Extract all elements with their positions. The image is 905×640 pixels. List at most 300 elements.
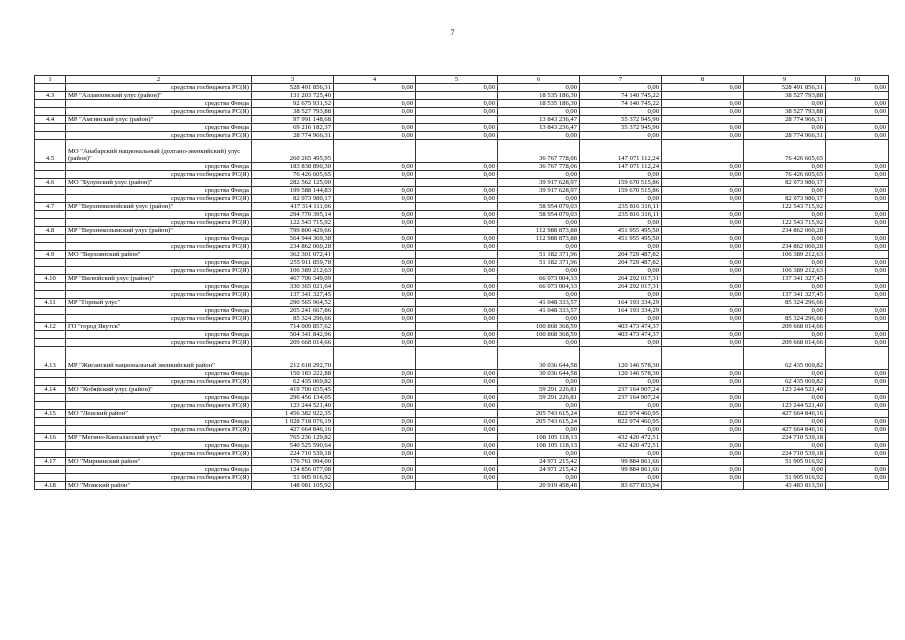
value-cell: 528 491 856,31	[744, 84, 826, 92]
row-number	[35, 211, 66, 219]
value-cell: 0,00	[416, 418, 498, 426]
value-cell	[826, 482, 889, 490]
value-cell: 0,00	[662, 84, 744, 92]
value-cell	[416, 323, 498, 331]
value-cell: 0,00	[334, 187, 416, 195]
value-cell: 100 868 368,59	[498, 323, 580, 331]
value-cell: 0,00	[826, 378, 889, 386]
row-number	[35, 402, 66, 410]
value-cell: 427 664 846,16	[744, 410, 826, 418]
value-cell: 0,00	[662, 219, 744, 227]
value-cell: 51 182 371,96	[498, 251, 580, 259]
value-cell: 76 426 605,65	[252, 171, 334, 179]
value-cell: 0,00	[826, 187, 889, 195]
value-cell: 0,00	[662, 124, 744, 132]
municipality-row	[35, 203, 889, 211]
value-cell: 0,00	[826, 211, 889, 219]
value-cell: 432 420 472,51	[580, 434, 662, 442]
value-cell: 0,00	[662, 331, 744, 339]
municipality-row	[35, 434, 889, 442]
value-cell: 209 668 014,66	[744, 323, 826, 331]
value-cell: 0,00	[826, 100, 889, 108]
funding-source-row	[35, 418, 889, 426]
row-number	[35, 426, 66, 434]
value-cell: 0,00	[662, 426, 744, 434]
value-cell: 0,00	[826, 163, 889, 171]
header-cell: 8	[662, 76, 744, 84]
value-cell: 0,00	[416, 370, 498, 378]
value-cell: 0,00	[662, 474, 744, 482]
value-cell: 0,00	[580, 195, 662, 203]
value-cell: 0,00	[580, 378, 662, 386]
value-cell: 0,00	[498, 108, 580, 116]
value-cell: 39 917 628,97	[498, 179, 580, 187]
row-name: МР "Мегино-Кангаласский улус"	[66, 434, 252, 442]
funding-source-row	[35, 211, 889, 219]
value-cell: 124 856 077,08	[252, 466, 334, 474]
funding-source-row	[35, 187, 889, 195]
value-cell: 0,00	[416, 267, 498, 275]
row-name: МР "Жиганский национальный эвенкийский район"	[66, 347, 252, 370]
value-cell: 0,00	[826, 474, 889, 482]
value-cell: 13 843 236,47	[498, 116, 580, 124]
row-number: 4.10	[35, 275, 66, 283]
value-cell	[334, 116, 416, 124]
value-cell	[662, 410, 744, 418]
value-cell: 0,00	[334, 219, 416, 227]
municipality-row	[35, 347, 889, 370]
value-cell: 0,00	[826, 84, 889, 92]
row-name: средства госбюджета РС(Я)	[66, 132, 252, 140]
value-cell: 59 291 226,81	[498, 386, 580, 394]
row-number	[35, 418, 66, 426]
value-cell	[826, 386, 889, 394]
value-cell: 0,00	[744, 211, 826, 219]
value-cell: 0,00	[334, 108, 416, 116]
value-cell: 28 774 966,31	[744, 116, 826, 124]
value-cell	[416, 275, 498, 283]
value-cell	[662, 482, 744, 490]
funding-source-row	[35, 339, 889, 347]
value-cell: 0,00	[498, 243, 580, 251]
value-cell: 122 543 715,92	[252, 219, 334, 227]
row-name: средства Фонда	[66, 235, 252, 243]
value-cell: 237 164 907,24	[580, 386, 662, 394]
value-cell	[334, 203, 416, 211]
row-name: МР "Вилюйский улус (район)"	[66, 275, 252, 283]
value-cell: 74 140 745,22	[580, 100, 662, 108]
row-name: МР "Верхнеколымский улус (район)"	[66, 227, 252, 235]
value-cell	[334, 458, 416, 466]
value-cell: 235 816 316,11	[580, 203, 662, 211]
row-name: средства Фонда	[66, 163, 252, 171]
row-name: МО "Анабарский национальный (долгано-эвенкийский) улус (район)"	[66, 140, 252, 163]
value-cell: 0,00	[744, 307, 826, 315]
row-number: 4.15	[35, 410, 66, 418]
value-cell: 0,00	[416, 339, 498, 347]
funding-source-row	[35, 442, 889, 450]
row-number: 4.4	[35, 116, 66, 124]
value-cell: 255 911 859,78	[252, 259, 334, 267]
row-name: МО "Мирнинский район"	[66, 458, 252, 466]
value-cell: 0,00	[826, 370, 889, 378]
value-cell: 0,00	[662, 100, 744, 108]
value-cell: 0,00	[662, 171, 744, 179]
value-cell: 0,00	[416, 426, 498, 434]
value-cell: 0,00	[662, 418, 744, 426]
value-cell: 82 973 980,17	[744, 179, 826, 187]
value-cell: 765 236 129,82	[252, 434, 334, 442]
row-number	[35, 450, 66, 458]
value-cell: 0,00	[826, 331, 889, 339]
row-name: средства Фонда	[66, 370, 252, 378]
value-cell	[334, 482, 416, 490]
value-cell: 0,00	[744, 394, 826, 402]
funding-source-row	[35, 219, 889, 227]
row-number	[35, 378, 66, 386]
row-number	[35, 243, 66, 251]
value-cell	[416, 116, 498, 124]
row-name: средства госбюджета РС(Я)	[66, 243, 252, 251]
value-cell: 148 081 105,92	[252, 482, 334, 490]
value-cell: 123 244 521,40	[744, 402, 826, 410]
value-cell: 799 806 429,66	[252, 227, 334, 235]
value-cell: 0,00	[416, 108, 498, 116]
value-cell	[416, 203, 498, 211]
value-cell: 0,00	[826, 283, 889, 291]
value-cell	[826, 299, 889, 307]
value-cell: 0,00	[662, 108, 744, 116]
value-cell: 183 838 890,30	[252, 163, 334, 171]
value-cell: 0,00	[416, 315, 498, 323]
value-cell: 0,00	[498, 474, 580, 482]
row-number: 4.7	[35, 203, 66, 211]
value-cell: 55 372 945,90	[580, 124, 662, 132]
value-cell: 106 389 212,63	[744, 251, 826, 259]
value-cell: 51 905 916,92	[744, 458, 826, 466]
value-cell: 123 244 521,40	[744, 386, 826, 394]
value-cell	[334, 227, 416, 235]
value-cell: 112 988 873,88	[498, 235, 580, 243]
value-cell: 0,00	[498, 402, 580, 410]
value-cell: 0,00	[826, 450, 889, 458]
value-cell: 0,00	[334, 394, 416, 402]
value-cell: 0,00	[334, 378, 416, 386]
value-cell: 403 473 474,37	[580, 331, 662, 339]
value-cell: 0,00	[498, 84, 580, 92]
value-cell: 147 071 112,24	[580, 140, 662, 163]
funding-source-row	[35, 259, 889, 267]
value-cell: 822 974 460,95	[580, 410, 662, 418]
header-row	[35, 76, 889, 84]
value-cell: 150 183 222,88	[252, 370, 334, 378]
row-name: средства госбюджета РС(Я)	[66, 474, 252, 482]
value-cell: 0,00	[662, 442, 744, 450]
header-cell: 4	[334, 76, 416, 84]
value-cell: 28 774 966,31	[744, 132, 826, 140]
value-cell	[416, 410, 498, 418]
value-cell: 0,00	[416, 450, 498, 458]
value-cell: 0,00	[826, 108, 889, 116]
value-cell	[826, 140, 889, 163]
value-cell: 0,00	[498, 378, 580, 386]
value-cell: 0,00	[744, 187, 826, 195]
row-number	[35, 219, 66, 227]
row-name: средства Фонда	[66, 124, 252, 132]
value-cell: 234 862 060,28	[252, 243, 334, 251]
row-name: МР "Горный улус"	[66, 299, 252, 307]
value-cell: 296 456 134,05	[252, 394, 334, 402]
value-cell: 66 073 004,33	[498, 275, 580, 283]
municipality-row	[35, 299, 889, 307]
value-cell: 0,00	[498, 426, 580, 434]
value-cell: 0,00	[334, 450, 416, 458]
value-cell	[416, 140, 498, 163]
funding-source-row	[35, 370, 889, 378]
value-cell: 0,00	[744, 100, 826, 108]
funding-source-row	[35, 132, 889, 140]
value-cell: 540 525 590,64	[252, 442, 334, 450]
row-number	[35, 339, 66, 347]
row-number	[35, 132, 66, 140]
row-number: 4.11	[35, 299, 66, 307]
row-number: 4.8	[35, 227, 66, 235]
header-cell: 9	[744, 76, 826, 84]
value-cell: 0,00	[580, 291, 662, 299]
row-name: средства Фонда	[66, 307, 252, 315]
value-cell: 123 244 521,40	[252, 402, 334, 410]
value-cell: 237 164 907,24	[580, 394, 662, 402]
value-cell: 0,00	[662, 235, 744, 243]
row-name: средства госбюджета РС(Я)	[66, 219, 252, 227]
value-cell: 36 767 778,06	[498, 140, 580, 163]
funding-source-row	[35, 426, 889, 434]
value-cell	[826, 92, 889, 100]
value-cell	[334, 92, 416, 100]
value-cell: 38 527 793,88	[744, 108, 826, 116]
value-cell: 0,00	[416, 394, 498, 402]
value-cell: 24 971 215,42	[498, 466, 580, 474]
funding-source-row	[35, 474, 889, 482]
value-cell: 0,00	[416, 243, 498, 251]
value-cell	[334, 434, 416, 442]
value-cell: 0,00	[416, 195, 498, 203]
value-cell: 0,00	[826, 402, 889, 410]
value-cell: 39 917 628,97	[498, 187, 580, 195]
value-cell: 0,00	[416, 283, 498, 291]
row-number	[35, 307, 66, 315]
value-cell: 0,00	[826, 259, 889, 267]
value-cell	[334, 410, 416, 418]
value-cell: 0,00	[580, 171, 662, 179]
value-cell: 122 543 715,92	[744, 219, 826, 227]
value-cell: 0,00	[416, 331, 498, 339]
value-cell: 159 670 515,86	[580, 179, 662, 187]
value-cell: 28 774 966,31	[252, 132, 334, 140]
value-cell: 199 588 144,83	[252, 187, 334, 195]
value-cell	[416, 434, 498, 442]
value-cell	[334, 275, 416, 283]
page-number: 7	[450, 28, 455, 37]
value-cell: 432 420 472,51	[580, 442, 662, 450]
value-cell: 0,00	[416, 402, 498, 410]
row-name: МО "Кобяйский улус (район)"	[66, 386, 252, 394]
value-cell	[662, 299, 744, 307]
row-number	[35, 195, 66, 203]
value-cell: 0,00	[498, 315, 580, 323]
header-cell: 2	[66, 76, 252, 84]
funding-source-row	[35, 124, 889, 132]
value-cell: 330 365 021,64	[252, 283, 334, 291]
value-cell: 108 105 118,13	[498, 442, 580, 450]
value-cell: 0,00	[334, 291, 416, 299]
value-cell: 0,00	[580, 243, 662, 251]
value-cell: 0,00	[334, 132, 416, 140]
value-cell: 0,00	[662, 339, 744, 347]
municipality-row	[35, 116, 889, 124]
value-cell	[826, 434, 889, 442]
value-cell	[826, 410, 889, 418]
value-cell: 0,00	[744, 163, 826, 171]
value-cell: 0,00	[334, 171, 416, 179]
value-cell: 294 770 395,14	[252, 211, 334, 219]
value-cell: 0,00	[416, 163, 498, 171]
value-cell: 0,00	[334, 283, 416, 291]
row-number	[35, 283, 66, 291]
value-cell: 0,00	[334, 100, 416, 108]
value-cell: 62 435 069,82	[744, 378, 826, 386]
value-cell: 0,00	[334, 267, 416, 275]
row-number	[35, 267, 66, 275]
value-cell: 99 884 861,66	[580, 458, 662, 466]
row-number	[35, 474, 66, 482]
row-name: средства Фонда	[66, 466, 252, 474]
value-cell: 0,00	[826, 243, 889, 251]
value-cell: 0,00	[744, 370, 826, 378]
value-cell: 0,00	[416, 291, 498, 299]
value-cell: 467 706 349,09	[252, 275, 334, 283]
value-cell: 224 710 539,18	[744, 434, 826, 442]
value-cell: 41 048 333,57	[498, 299, 580, 307]
value-cell: 58 954 079,03	[498, 203, 580, 211]
value-cell: 85 324 296,66	[252, 315, 334, 323]
value-cell	[416, 92, 498, 100]
value-cell: 108 105 118,13	[498, 434, 580, 442]
value-cell: 0,00	[580, 339, 662, 347]
value-cell: 51 905 916,92	[252, 474, 334, 482]
value-cell: 0,00	[334, 466, 416, 474]
value-cell: 1 028 718 076,19	[252, 418, 334, 426]
row-name: средства Фонда	[66, 394, 252, 402]
value-cell	[662, 116, 744, 124]
value-cell: 51 182 371,96	[498, 259, 580, 267]
value-cell	[826, 458, 889, 466]
row-name: средства Фонда	[66, 442, 252, 450]
row-number	[35, 235, 66, 243]
value-cell: 0,00	[334, 259, 416, 267]
value-cell: 419 700 655,45	[252, 386, 334, 394]
row-number	[35, 163, 66, 171]
row-name: средства госбюджета РС(Я)	[66, 378, 252, 386]
value-cell: 0,00	[498, 195, 580, 203]
row-name: средства госбюджета РС(Я)	[66, 450, 252, 458]
value-cell: 112 988 873,88	[498, 227, 580, 235]
value-cell: 427 664 846,16	[252, 426, 334, 434]
value-cell: 0,00	[416, 259, 498, 267]
value-cell: 0,00	[826, 219, 889, 227]
value-cell	[416, 299, 498, 307]
value-cell: 0,00	[826, 466, 889, 474]
row-number	[35, 187, 66, 195]
value-cell: 0,00	[826, 124, 889, 132]
value-cell: 0,00	[662, 163, 744, 171]
value-cell: 260 265 495,95	[252, 140, 334, 163]
value-cell: 0,00	[498, 267, 580, 275]
value-cell: 0,00	[662, 450, 744, 458]
row-name: средства Фонда	[66, 100, 252, 108]
value-cell: 76 426 605,65	[744, 140, 826, 163]
value-cell: 0,00	[744, 235, 826, 243]
value-cell	[662, 275, 744, 283]
value-cell: 0,00	[334, 370, 416, 378]
funding-source-row	[35, 84, 889, 92]
value-cell: 504 341 842,96	[252, 331, 334, 339]
funding-source-row	[35, 402, 889, 410]
value-cell: 714 009 857,62	[252, 323, 334, 331]
row-name: средства госбюджета РС(Я)	[66, 315, 252, 323]
row-number	[35, 259, 66, 267]
value-cell: 137 341 327,45	[252, 291, 334, 299]
value-cell	[334, 347, 416, 370]
value-cell	[662, 140, 744, 163]
row-name: средства госбюджета РС(Я)	[66, 108, 252, 116]
funding-source-row	[35, 267, 889, 275]
value-cell: 0,00	[826, 394, 889, 402]
row-number: 4.13	[35, 347, 66, 370]
municipality-row	[35, 251, 889, 259]
row-number	[35, 442, 66, 450]
row-number: 4.12	[35, 323, 66, 331]
municipality-row	[35, 140, 889, 163]
value-cell: 0,00	[334, 124, 416, 132]
value-cell	[662, 92, 744, 100]
header-cell: 7	[580, 76, 662, 84]
header-cell: 5	[416, 76, 498, 84]
row-number	[35, 108, 66, 116]
value-cell	[662, 347, 744, 370]
header-cell: 6	[498, 76, 580, 84]
value-cell: 0,00	[334, 163, 416, 171]
row-number: 4.18	[35, 482, 66, 490]
value-cell: 69 216 182,37	[252, 124, 334, 132]
municipality-row	[35, 458, 889, 466]
value-cell	[662, 227, 744, 235]
value-cell: 0,00	[744, 283, 826, 291]
value-cell: 0,00	[662, 132, 744, 140]
value-cell: 83 677 833,94	[580, 482, 662, 490]
funding-source-row	[35, 195, 889, 203]
value-cell: 106 389 212,63	[744, 267, 826, 275]
row-name: средства Фонда	[66, 259, 252, 267]
row-name: МО "Момский район"	[66, 482, 252, 490]
value-cell: 0,00	[662, 283, 744, 291]
value-cell: 0,00	[826, 132, 889, 140]
value-cell: 0,00	[744, 466, 826, 474]
value-cell: 290 565 964,52	[252, 299, 334, 307]
value-cell: 0,00	[826, 339, 889, 347]
row-name: средства госбюджета РС(Я)	[66, 84, 252, 92]
value-cell: 0,00	[826, 442, 889, 450]
